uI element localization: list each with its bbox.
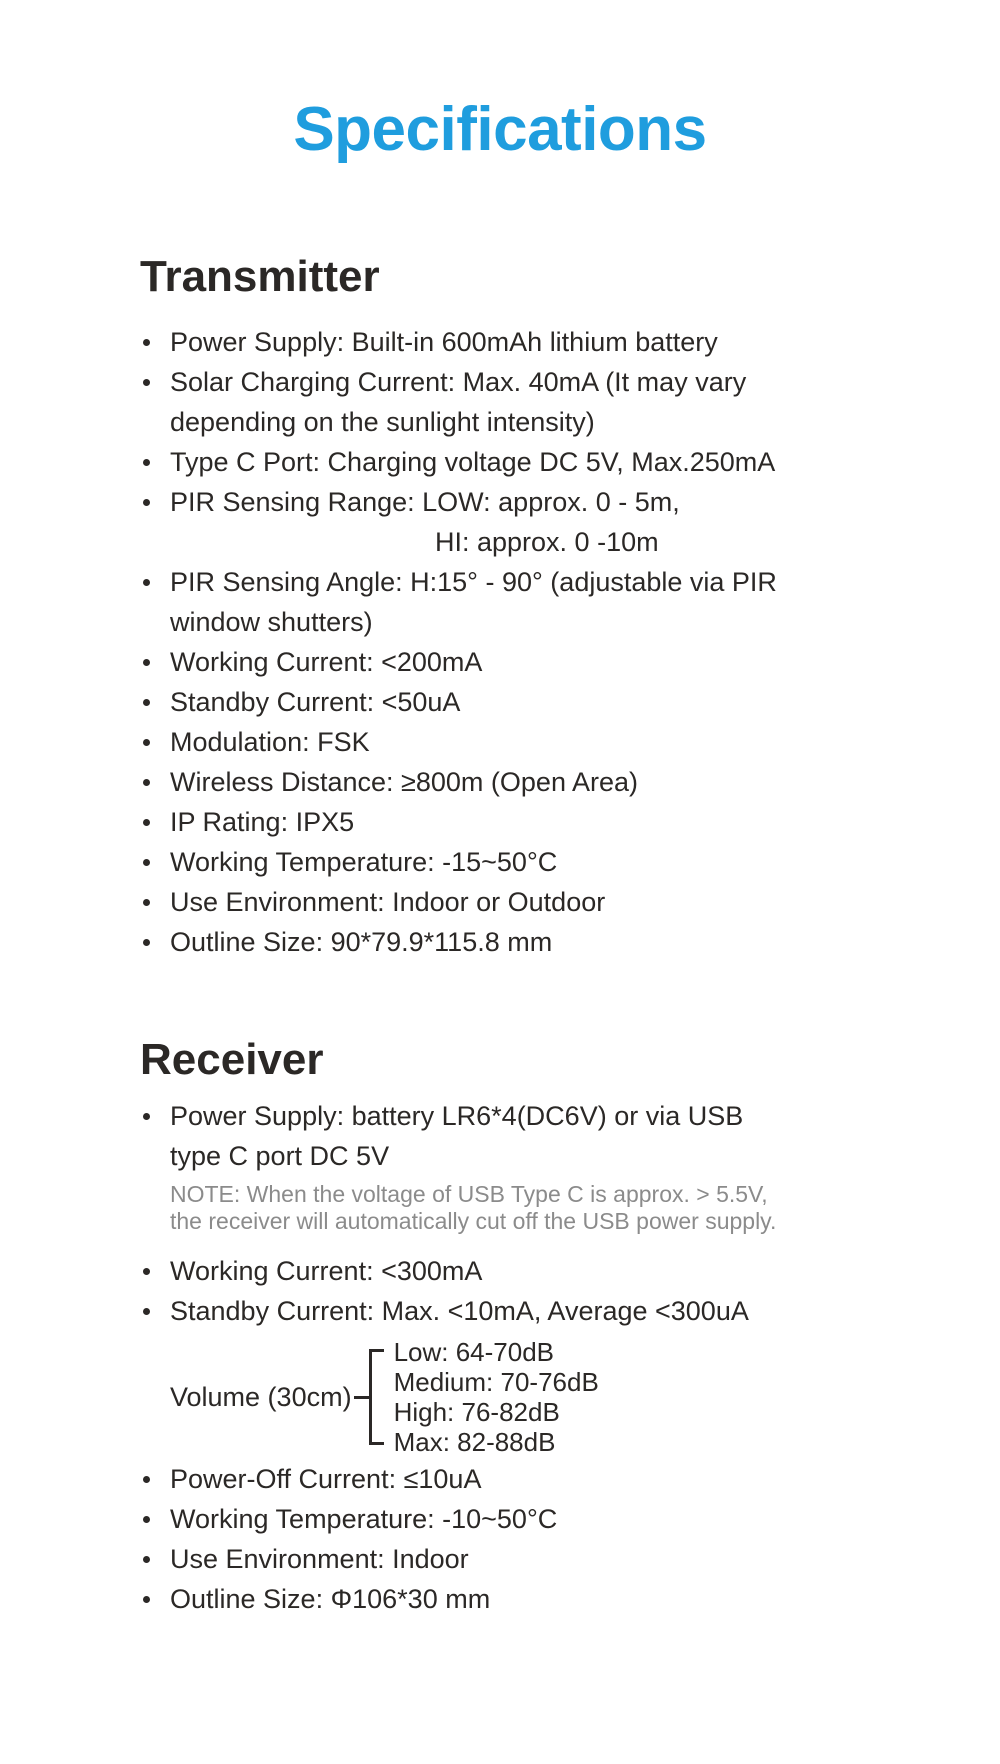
bullet-icon bbox=[143, 1516, 150, 1523]
bullet-icon bbox=[143, 859, 150, 866]
spec-text: Use Environment: Indoor bbox=[170, 1544, 469, 1574]
spec-item bbox=[140, 1539, 960, 1579]
spec-text: PIR Sensing Range: LOW: approx. 0 - 5m, bbox=[170, 487, 680, 517]
spec-item bbox=[140, 1579, 960, 1619]
spec-item bbox=[140, 1096, 960, 1235]
volume-spec bbox=[140, 1337, 960, 1457]
bullet-icon bbox=[143, 779, 150, 786]
spec-text: Working Current: <300mA bbox=[170, 1256, 483, 1286]
bullet-icon bbox=[143, 339, 150, 346]
transmitter-spec-list bbox=[0, 322, 1000, 962]
volume-bracket-icon bbox=[369, 1349, 384, 1445]
bullet-icon bbox=[143, 499, 150, 506]
spec-text: IP Rating: IPX5 bbox=[170, 807, 355, 837]
spec-item bbox=[140, 762, 960, 802]
spec-text: Working Temperature: -10~50°C bbox=[170, 1504, 558, 1534]
spec-text: Power-Off Current: ≤10uA bbox=[170, 1464, 482, 1494]
spec-text-line2: type C port DC 5V bbox=[170, 1141, 390, 1171]
spec-item bbox=[140, 1499, 960, 1539]
spec-text: Outline Size: Φ106*30 mm bbox=[170, 1584, 491, 1614]
spec-text-line2: depending on the sunlight intensity) bbox=[170, 407, 595, 437]
bullet-icon bbox=[143, 459, 150, 466]
section-heading-receiver: Receiver bbox=[140, 1035, 324, 1084]
spec-text: Working Temperature: -15~50°C bbox=[170, 847, 558, 877]
spec-item bbox=[140, 922, 960, 962]
spec-text: PIR Sensing Angle: H:15° - 90° (adjustable via PIR bbox=[170, 567, 777, 597]
bullet-icon bbox=[143, 1113, 150, 1120]
bracket-dash bbox=[354, 1396, 369, 1399]
spec-text: Modulation: FSK bbox=[170, 727, 370, 757]
spec-item bbox=[140, 322, 960, 362]
bullet-icon bbox=[143, 1268, 150, 1275]
volume-level-high: High: 76-82dB bbox=[393, 1397, 560, 1427]
spec-text: Use Environment: Indoor or Outdoor bbox=[170, 887, 606, 917]
section-heading-transmitter: Transmitter bbox=[140, 252, 380, 301]
spec-item bbox=[140, 362, 960, 442]
spec-text: Power Supply: Built-in 600mAh lithium battery bbox=[170, 327, 718, 357]
volume-level-medium: Medium: 70-76dB bbox=[393, 1367, 599, 1397]
volume-level-low: Low: 64-70dB bbox=[393, 1337, 555, 1367]
spec-text: Type C Port: Charging voltage DC 5V, Max.250mA bbox=[170, 447, 776, 477]
usb-note bbox=[170, 1181, 960, 1235]
note-line2: the receiver will automatically cut off the USB power supply. bbox=[170, 1208, 777, 1234]
receiver-spec-list bbox=[0, 1096, 1000, 1619]
bullet-icon bbox=[143, 1308, 150, 1315]
bullet-icon bbox=[143, 1596, 150, 1603]
spec-item bbox=[140, 882, 960, 922]
bullet-icon bbox=[143, 819, 150, 826]
spec-item bbox=[140, 482, 960, 562]
spec-text: Solar Charging Current: Max. 40mA (It may vary bbox=[170, 367, 747, 397]
spec-text: Working Current: <200mA bbox=[170, 647, 483, 677]
bullet-icon bbox=[143, 379, 150, 386]
bullet-icon bbox=[143, 1556, 150, 1563]
spec-item bbox=[140, 562, 960, 642]
bullet-icon bbox=[143, 739, 150, 746]
spec-text-line2: window shutters) bbox=[170, 607, 373, 637]
bullet-icon bbox=[143, 579, 150, 586]
volume-level-max: Max: 82-88dB bbox=[393, 1427, 556, 1457]
spec-text: Standby Current: <50uA bbox=[170, 687, 461, 717]
spec-item bbox=[140, 442, 960, 482]
spec-text: Standby Current: Max. <10mA, Average <300uA bbox=[170, 1296, 749, 1326]
bullet-icon bbox=[143, 1476, 150, 1483]
bullet-icon bbox=[143, 659, 150, 666]
spec-item bbox=[140, 1291, 960, 1331]
note-line1: NOTE: When the voltage of USB Type C is approx. > 5.5V, bbox=[170, 1181, 768, 1207]
spec-item bbox=[140, 682, 960, 722]
spec-text-line2: HI: approx. 0 -10m bbox=[435, 527, 659, 557]
spec-item bbox=[140, 1251, 960, 1291]
spec-text: Power Supply: battery LR6*4(DC6V) or via USB bbox=[170, 1101, 744, 1131]
bullet-icon bbox=[143, 699, 150, 706]
volume-levels bbox=[394, 1337, 599, 1457]
spec-text: Wireless Distance: ≥800m (Open Area) bbox=[170, 767, 638, 797]
volume-row bbox=[170, 1337, 960, 1457]
bullet-icon bbox=[143, 899, 150, 906]
spec-item bbox=[140, 842, 960, 882]
spec-item bbox=[140, 722, 960, 762]
spec-item bbox=[140, 642, 960, 682]
bullet-icon bbox=[143, 939, 150, 946]
spec-item bbox=[140, 1459, 960, 1499]
page-title: Specifications bbox=[293, 95, 707, 164]
spec-text: Outline Size: 90*79.9*115.8 mm bbox=[170, 927, 553, 957]
volume-label: Volume (30cm) bbox=[170, 1382, 352, 1412]
spec-item bbox=[140, 802, 960, 842]
